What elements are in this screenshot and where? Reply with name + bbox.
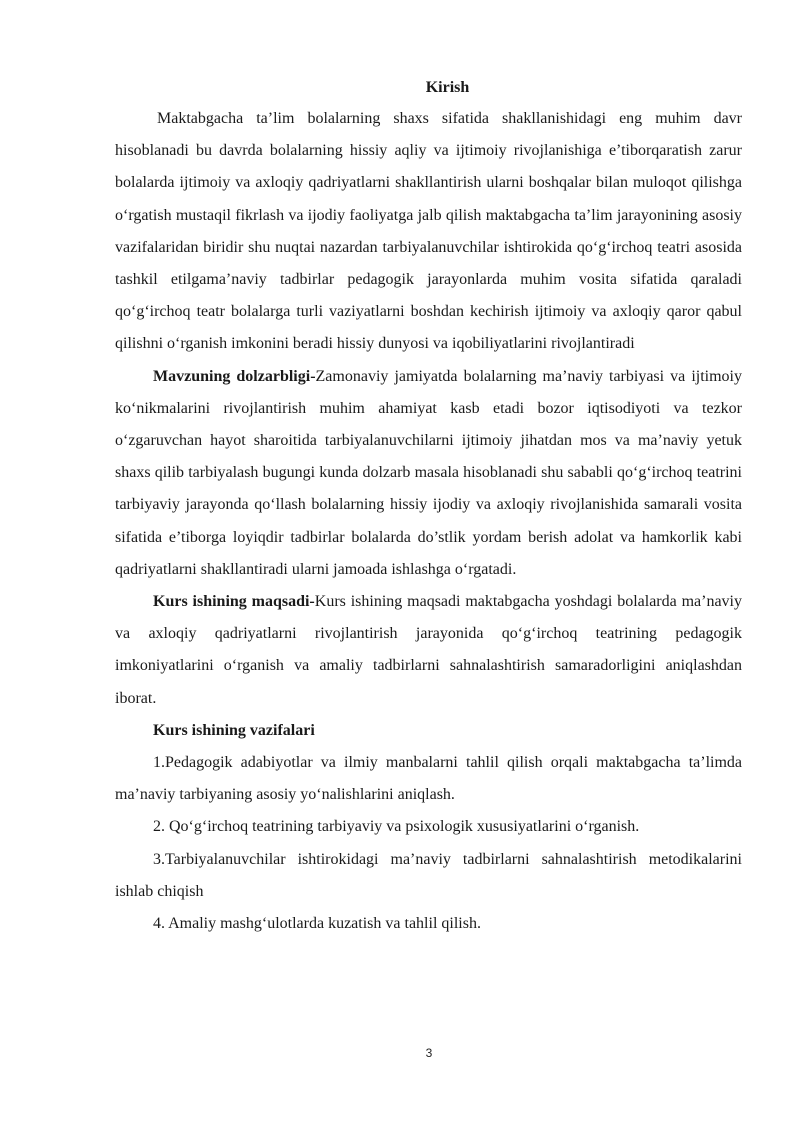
page-content [115, 76, 742, 940]
relevance-label: Mavzuning dolzarbligi- [153, 367, 316, 385]
task-item-2: 2. Qo‘g‘irchoq teatrining tarbiyaviy va psixologik xususiyatlarini o‘rganish. [153, 818, 640, 836]
tasks-heading: Kurs ishining vazifalari [153, 721, 315, 739]
task-item-1: 1.Pedagogik adabiyotlar va ilmiy manbalarni tahlil qilish orqali maktabgacha ta’limda ma’naviy tarbiyaning asosiy yo‘nalishlarini aniqlash. [115, 754, 742, 804]
relevance-paragraph [115, 361, 742, 586]
page-number: 3 [425, 1046, 433, 1060]
goal-paragraph [115, 586, 742, 715]
section-title: Kirish [425, 79, 470, 96]
task-item-3: 3.Tarbiyalanuvchilar ishtirokidagi ma’naviy tadbirlarni sahnalashtirish metodikalarini ishlab chiqish [115, 850, 742, 900]
goal-label: Kurs ishining maqsadi- [153, 593, 315, 611]
intro-paragraph: Maktabgacha ta’lim bolalarning shaxs sifatida shakllanishidagi eng muhim davr hisoblanadi bu davrda bolalarning hissiy aqliy va ijtimoiy rivojlanishiga e’tiborqaratish zarur bolalarda ijtimoiy va axloqiy qadriyatlarni shakllantirish ularni boshqalar bilan muloqot qilishga o‘rgatish mustaqil fikrlash va ijodiy faoliyatga jalb qilish maktabgacha ta’lim jarayonining asosiy vazifalaridan biridir shu nuqtai nazardan tarbiyalanuvchilar ishtirokida qo‘g‘irchoq teatri asosida tashkil etilgama’naviy tadbirlar pedagogik jarayonlarda muhim vosita sifatida qaraladi qo‘g‘irchoq teatr bolalarga turli vaziyatlarni boshdan kechirish ijtimoiy va axloqiy qaror qabul qilishni o‘rganish imkonini beradi hissiy dunyosi va iqobiliyatlarini rivojlantiradi [115, 110, 742, 353]
relevance-text: Zamonaviy jamiyatda bolalarning ma’naviy tarbiyasi va ijtimoiy ko‘nikmalarini rivojlantirish muhim ahamiyat kasb etadi bozor iqtisodiyoti va tezkor o‘zgaruvchan hayot sharoitida tarbiyalanuvchilarni ijtimoiy jihatdan mos va ma’naviy yetuk shaxs qilib tarbiyalash bugungi kunda dolzarb masala hisoblanadi shu sababli qo‘g‘irchoq teatrini tarbiyaviy jarayonda qo‘llash bolalarning hissiy ijodiy va axloqiy rivojlanishida samarali vosita sifatida e’tiborga loyiqdir tadbirlar bolalarda do’stlik yordam berish adolat va hamkorlik kabi qadriyatlarni shakllantiradi ularni jamoada ishlashga o‘rgatadi. [115, 367, 742, 578]
goal-text: Kurs ishining maqsadi maktabgacha yoshdagi bolalarda ma’naviy va axloqiy qadriyatlarni rivojlantirish jarayonida qo‘g‘irchoq teatrining pedagogik imkoniyatlarini o‘rganish va amaliy tadbirlarni sahnalashtirish samaradorligini aniqlashdan iborat. [115, 593, 742, 707]
task-item-4: 4. Amaliy mashg‘ulotlarda kuzatish va tahlil qilish. [153, 915, 481, 933]
